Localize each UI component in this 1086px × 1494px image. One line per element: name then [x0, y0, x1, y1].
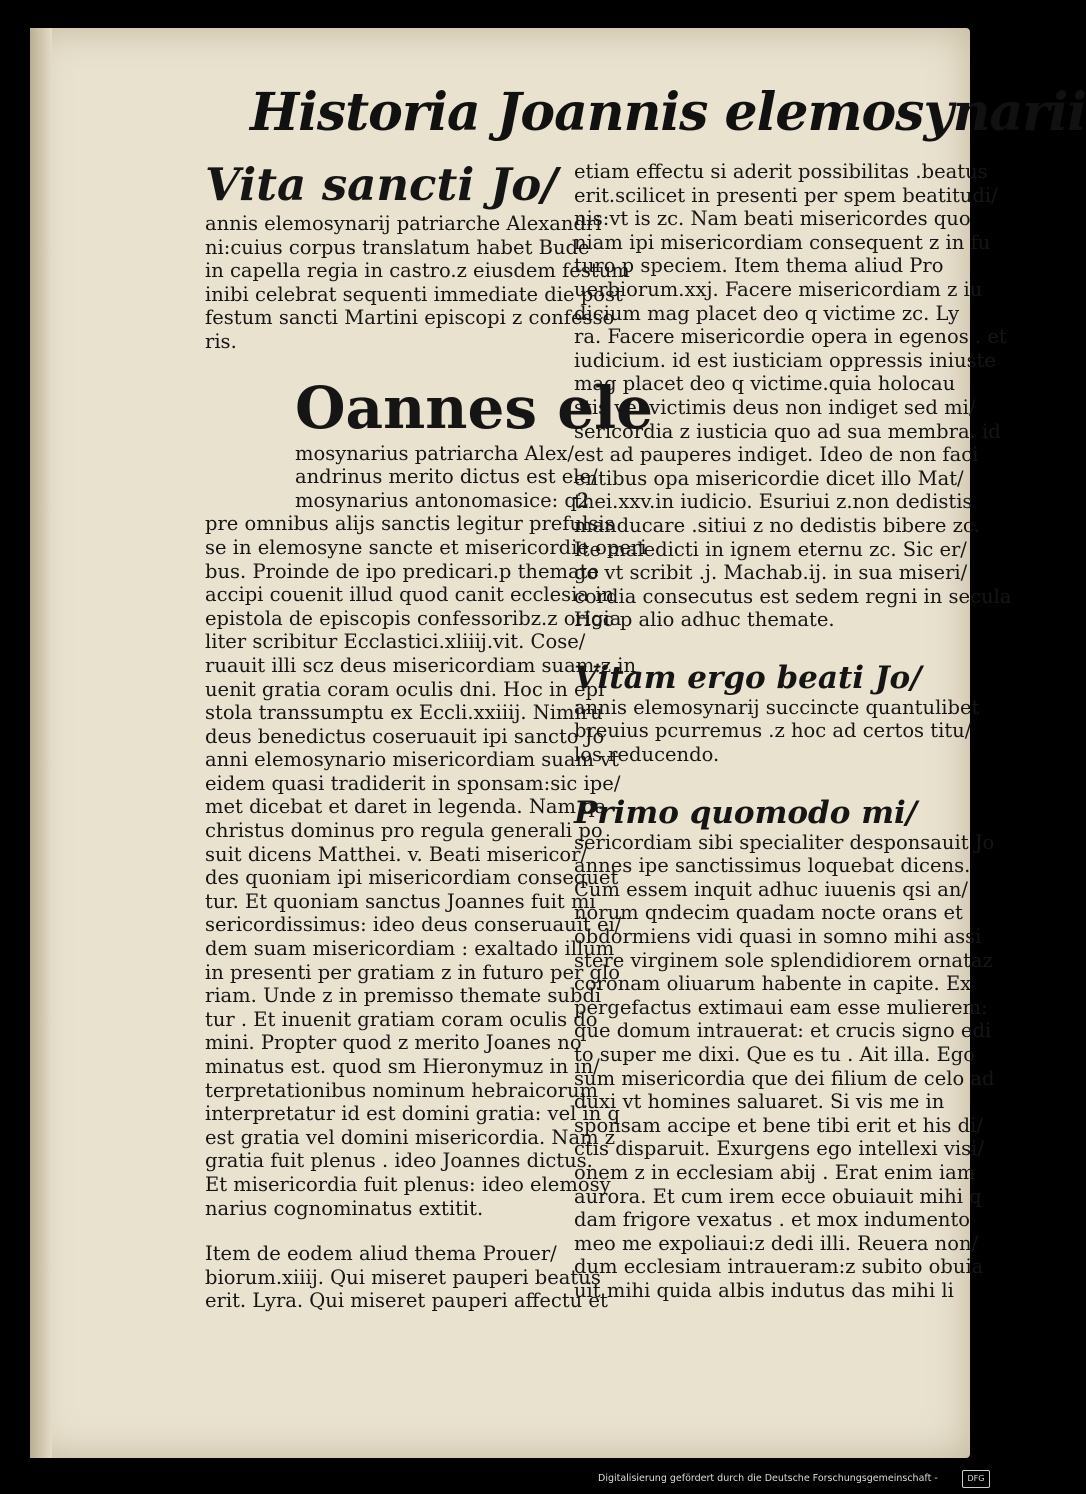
- text-line: pre omnibus alijs sanctis legitur prefulsis: [205, 512, 615, 536]
- text-line: duxi vt homines saluaret. Si vis me in: [574, 1090, 945, 1114]
- running-title: Historia Joannis elemosynarii: [250, 82, 1086, 143]
- right-column: [574, 160, 1012, 1303]
- text-line: annis elemosynarij succincte quantulibet: [574, 695, 980, 719]
- text-line: sum misericordia que dei filium de celo ad: [574, 1066, 995, 1090]
- text-line: sericordissimus: ideo deus conseruauit ei/: [205, 913, 622, 937]
- text-line: uit mihi quida albis indutus das mihi li: [574, 1278, 954, 1302]
- text-line: sericordiam sibi specialiter desponsauit Jo: [574, 830, 995, 854]
- text-line: Ite maledicti in ignem eternu zc. Sic er/: [574, 537, 967, 561]
- text-line: narius cognominatus extitit.: [205, 1196, 484, 1220]
- text-line: est gratia vel domini misericordia. Nam z: [205, 1125, 616, 1149]
- text-line: anni elemosynario misericordiam suam vt: [205, 748, 620, 772]
- text-line: etiam effectu si aderit possibilitas .beatus: [574, 160, 988, 183]
- text-line: des quoniam ipi misericordiam consequet: [205, 866, 619, 890]
- text-line: liter scribitur Ecclastici.xliiij.vit. Cose/: [205, 630, 586, 654]
- heading-line: Vitam ergo beati Jo/: [574, 659, 922, 696]
- text-line: in presenti per gratiam z in futuro per glo: [205, 960, 620, 984]
- right-top-text: [574, 160, 1012, 632]
- vitam-intro: [574, 695, 980, 767]
- text-line: ra. Facere misericordie opera in egenos . et: [574, 325, 1007, 349]
- text-line: se in elemosyne sancte et misericordie operi: [205, 535, 647, 559]
- text-line: nis:vt is zc. Nam beati misericordes quo: [574, 207, 971, 231]
- text-line: epistola de episcopis confessoribz.z origia: [205, 606, 622, 630]
- text-line: biorum.xiiij. Qui miseret pauperi beatus: [205, 1265, 601, 1289]
- text-line: mini. Propter quod z merito Joanes no: [205, 1031, 582, 1055]
- text-line: cordia consecutus est sedem regni in secula: [574, 584, 1012, 608]
- text-line: que domum intrauerat: et crucis signo edi: [574, 1019, 992, 1043]
- text-line: stola transsumptu ex Eccli.xxiiij. Nimiru: [205, 701, 603, 725]
- text-line: annis elemosynarij patriarche Alexandri: [205, 212, 602, 235]
- text-line: go vt scribit .j. Machab.ij. in sua miseri/: [574, 561, 968, 585]
- text-line: festum sancti Martini episcopi z confesso: [205, 306, 615, 330]
- text-line: entibus opa misericordie dicet illo Mat/: [574, 466, 964, 490]
- text-line: bus. Proinde de ipo predicari.p themate: [205, 559, 599, 583]
- vitam-heading: [574, 660, 934, 696]
- page-gutter: [30, 28, 52, 1458]
- text-line: stere virginem sole splendidiorem ornataz: [574, 948, 993, 972]
- text-line: onem z in ecclesiam abij . Erat enim iam: [574, 1160, 976, 1184]
- decorated-initial-line: Oannes ele: [295, 373, 654, 442]
- text-line: thei.xxv.in iudicio. Esuriui z.non dedistis: [574, 490, 973, 514]
- text-line: Hoc p alio adhuc themate.: [574, 608, 835, 632]
- text-line: ris.: [205, 329, 237, 353]
- text-line: uerbiorum.xxj. Facere misericordiam z iu: [574, 277, 983, 301]
- text-line: inibi celebrat sequenti immediate die post: [205, 282, 623, 306]
- text-line: annes ipe sanctissimus loquebat dicens.: [574, 854, 971, 878]
- text-line: niam ipi misericordiam consequent z in fu: [574, 230, 991, 254]
- text-line: sericordia z iusticia quo ad sua membra. id: [574, 419, 1001, 443]
- text-line: to super me dixi. Que es tu . Ait illa. Ego: [574, 1043, 976, 1066]
- text-line: ctis disparuit. Exurgens ego intellexi visi/: [574, 1137, 984, 1161]
- title-line: Vita sancti Jo/: [205, 158, 558, 211]
- text-line: dem suam misericordiam : exaltado illum: [205, 937, 615, 961]
- text-line: erit. Lyra. Qui miseret pauperi affectu et: [205, 1289, 608, 1313]
- text-line: Et misericordia fuit plenus: ideo elemosy: [205, 1172, 611, 1196]
- indented-lines: [205, 441, 598, 513]
- text-line: stis vel victimis deus non indiget sed mi/: [574, 395, 976, 419]
- text-line: mosynarius antonomasice: q2: [295, 488, 590, 512]
- text-line: los reducendo.: [574, 743, 720, 767]
- text-line: aurora. Et cum irem ecce obuiauit mihi q: [574, 1184, 982, 1208]
- text-line: Cum essem inquit adhuc iuuenis qsi an/: [574, 877, 968, 901]
- text-line: met dicebat et daret in legenda. Nam qa: [205, 795, 607, 819]
- text-line: breuius pcurremus .z hoc ad certos titu/: [574, 719, 972, 743]
- text-line: turo p speciem. Item thema aliud Pro: [574, 254, 944, 278]
- text-line: minatus est. quod sm Hieronymuz in in/: [205, 1055, 600, 1078]
- text-line: dam frigore vexatus . et mox indumento: [574, 1208, 971, 1232]
- text-line: mag placet deo q victime.quia holocau: [574, 372, 956, 396]
- text-line: andrinus merito dictus est ele/: [295, 465, 598, 489]
- text-line: est ad pauperes indiget. Ideo de non faci: [574, 443, 979, 467]
- text-line: suit dicens Matthei. v. Beati misericor/: [205, 842, 588, 866]
- text-line: norum qndecim quadam nocte orans et: [574, 901, 963, 925]
- text-line: dum ecclesiam intraueram:z subito obuia: [574, 1255, 984, 1279]
- text-line: dicium mag placet deo q victime zc. Ly: [574, 301, 960, 325]
- text-line: ruauit illi scz deus misericordiam suam:z in: [205, 653, 637, 677]
- primo-text: [574, 830, 995, 1303]
- text-line: meo me expoliaui:z dedi illi. Reuera non/: [574, 1231, 979, 1255]
- text-line: gratia fuit plenus . ideo Joannes dictus.: [205, 1149, 593, 1173]
- text-line: christus dominus pro regula generali po: [205, 819, 603, 843]
- text-line: mosynarius patriarcha Alex/: [295, 441, 574, 465]
- text-line: interpretatur id est domini gratia: vel in q: [205, 1102, 621, 1126]
- text-line: Item de eodem aliud thema Prouer/: [205, 1242, 557, 1266]
- text-line: terpretationibus nominum hebraicorum: [205, 1078, 598, 1102]
- digitization-credit: Digitalisierung gefördert durch die Deutsche Forschungsgemeinschaft -: [598, 1473, 938, 1484]
- primo-heading: Primo quomodo mi/: [574, 794, 918, 831]
- text-line: tur . Et inuenit gratiam coram oculis do: [205, 1007, 598, 1031]
- text-line: coronam oliuarum habente in capite. Ex: [574, 972, 972, 996]
- text-line: deus benedictus coseruauit ipi sancto Jo: [205, 724, 605, 748]
- text-line: tur. Et quoniam sanctus Joannes fuit mi: [205, 889, 596, 913]
- text-line: manducare .sitiui z no dedistis bibere zc.: [574, 513, 981, 537]
- text-line: eidem quasi tradiderit in sponsam:sic ipe/: [205, 771, 621, 795]
- vita-title: [205, 160, 575, 212]
- text-line: erit.scilicet in presenti per spem beatitudi/: [574, 183, 998, 207]
- text-line: ni:cuius corpus translatum habet Bude: [205, 235, 590, 259]
- text-line: iudicium. id est iusticiam oppressis iniuste: [574, 348, 996, 372]
- text-line: pergefactus extimaui eam esse mulierem:: [574, 995, 988, 1019]
- dfg-logo: DFG: [962, 1470, 990, 1488]
- text-line: obdormiens vidi quasi in somno mihi assi: [574, 925, 982, 949]
- text-line: riam. Unde z in premisso themate subdi: [205, 984, 602, 1008]
- text-line: sponsam accipe et bene tibi erit et his di/: [574, 1113, 983, 1137]
- text-line: uenit gratia coram oculis dni. Hoc in epi: [205, 677, 605, 701]
- text-line: accipi couenit illud quod canit ecclesia in: [205, 583, 615, 607]
- text-line: in capella regia in castro.z eiusdem festum: [205, 259, 630, 283]
- vita-intro: [205, 212, 630, 354]
- left-closing-text: [205, 1242, 608, 1313]
